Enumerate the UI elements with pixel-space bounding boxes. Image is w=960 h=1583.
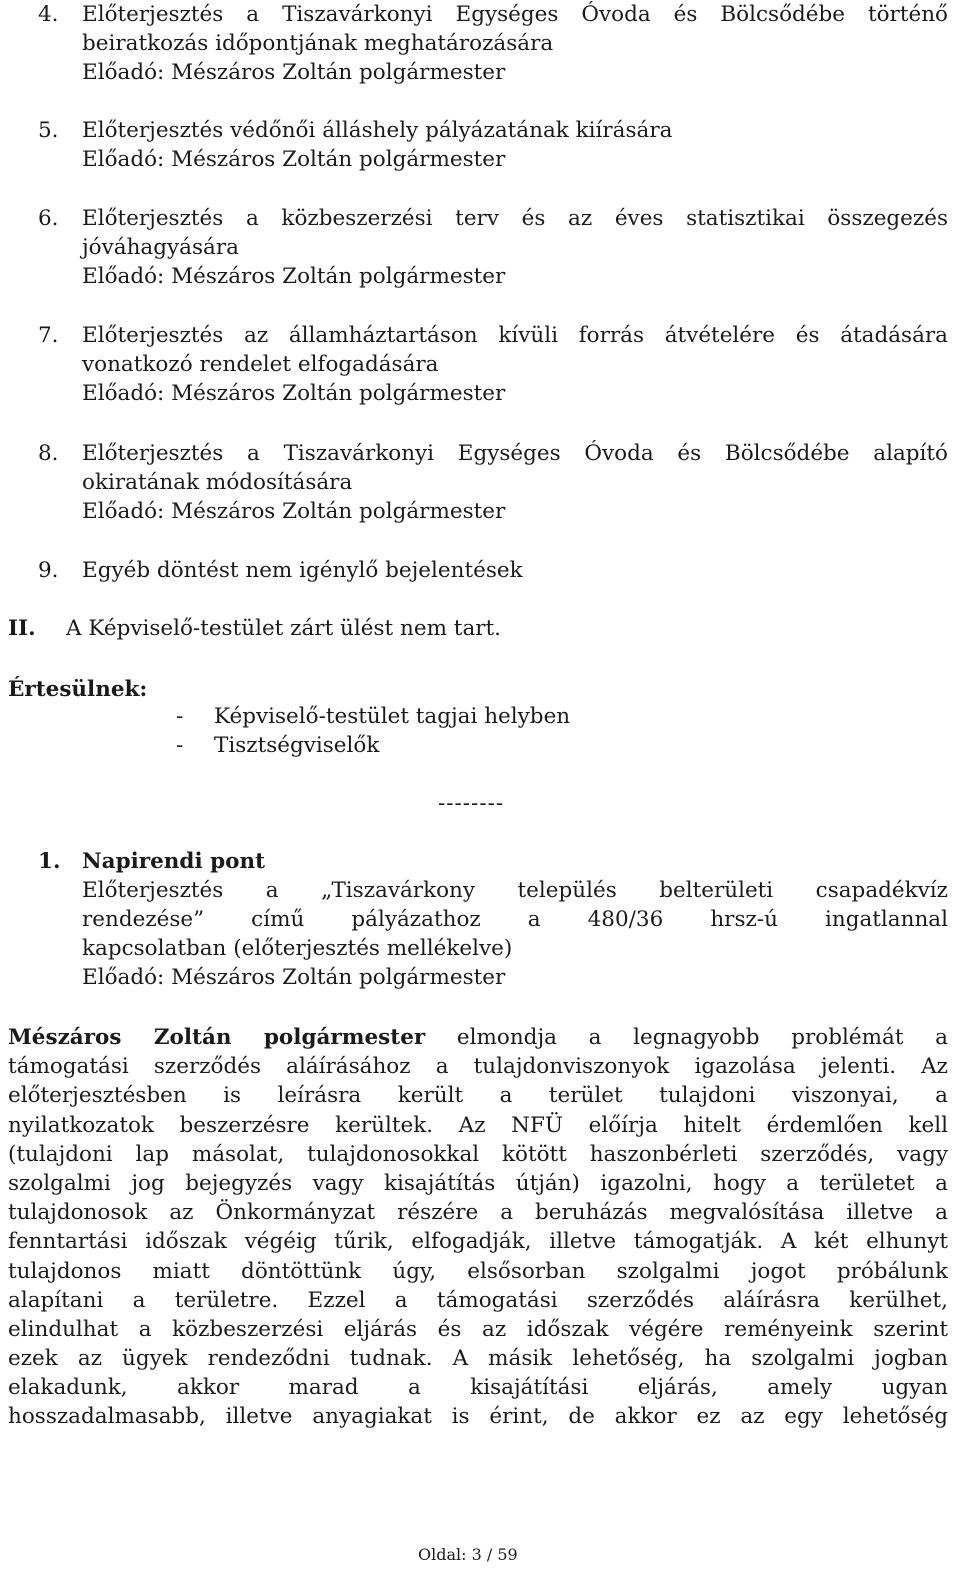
agenda-item-4 [38,0,948,87]
paragraph-line: tulajdonosok az Önkormányzat részére a beruházás megvalósítása illetve a [8,1200,948,1226]
agenda-item-text: Előterjesztés a Tiszavárkonyi Egységes Óvoda és Bölcsődébe alapító [82,441,948,466]
agenda-item-text: okiratának módosítására [82,470,353,495]
paragraph-line: alapítani a területre. Ezzel a támogatási szerződés aláírásra kerülhet, [8,1287,948,1313]
agenda-item-text: vonatkozó rendelet elfogadására [82,352,439,377]
agenda-item-5 [38,116,948,174]
napirendi-pont [38,847,948,992]
napirend-text: rendezése” című pályázathoz a 480/36 hrsz-ú ingatlannal [82,907,948,932]
napirend-title: Napirendi pont [82,849,266,874]
agenda-item-presenter: Előadó: Mészáros Zoltán polgármester [82,381,506,406]
agenda-item-text: Előterjesztés védőnői álláshely pályázatának kiírására [82,118,673,143]
paragraph-line: (tulajdoni lap másolat, tulajdonosokkal kötött haszonbérleti szerződés, vagy [8,1141,948,1167]
page-number: Oldal: 3 / 59 [418,1545,518,1564]
section-roman-numeral: II. [8,616,36,641]
notify-list-item-text: Képviselő-testület tagjai helyben [214,704,571,729]
napirend-presenter: Előadó: Mészáros Zoltán polgármester [82,965,506,990]
agenda-item-number: 9. [38,558,59,583]
agenda-item-presenter: Előadó: Mészáros Zoltán polgármester [82,147,506,172]
list-dash: - [176,733,184,758]
notify-list [176,702,570,760]
paragraph-line: ezek az ügyek rendeződni tudnak. A másik lehetőség, ha szolgalmi jogban [8,1346,948,1372]
agenda-item-7 [38,321,948,408]
paragraph-line: elakadunk, akkor marad a kisajátítási eljárás, amely ugyan [8,1375,948,1401]
paragraph-line: szolgalmi jog bejegyzés vagy kisajátítás útján) igazolni, hogy a területet a [8,1170,948,1196]
paragraph-line: nyilatkozatok beszerzésre kerültek. Az NFÜ előírja hitelt érdemlően kell [8,1112,948,1138]
section-ii [8,614,908,643]
paragraph-line: előterjesztésben is leírásra került a terület tulajdoni viszonyai, a [8,1083,948,1109]
agenda-item-text: Előterjesztés a Tiszavárkonyi Egységes Óvoda és Bölcsődébe történő [82,2,948,27]
agenda-item-presenter: Előadó: Mészáros Zoltán polgármester [82,264,506,289]
agenda-item-number: 5. [38,118,59,143]
agenda-item-text: beiratkozás időpontjának meghatározására [82,31,554,56]
separator: -------- [438,791,505,816]
agenda-item-number: 4. [38,2,59,27]
paragraph-line: tulajdonos miatt döntöttünk úgy, elsősorban szolgalmi jogot próbálunk [8,1258,948,1284]
paragraph-line: fenntartási időszak végéig tűrik, elfogadják, illetve támogatják. A két elhunyt [8,1229,948,1255]
paragraph-line: támogatási szerződés aláírásához a tulajdonviszonyok igazolása jelenti. Az [8,1054,948,1080]
agenda-item-text: Egyéb döntést nem igénylő bejelentések [82,558,523,583]
paragraph-first-line-rest: elmondja a legnagyobb problémát a [456,1025,948,1050]
notify-title: Értesülnek: [8,677,148,702]
napirend-text: kapcsolatban (előterjesztés mellékelve) [82,936,513,961]
paragraph-line: elindulhat a közbeszerzési eljárás és az időszak végére reményeink szerint [8,1316,948,1342]
napirend-text: Előterjesztés a „Tiszavárkony település belterületi csapadékvíz [82,878,948,903]
paragraph-line: hosszadalmasabb, illetve anyagiakat is érint, de akkor ez az egy lehetőség [8,1404,948,1430]
agenda-item-presenter: Előadó: Mészáros Zoltán polgármester [82,499,506,524]
agenda-item-text: jóváhagyására [82,235,239,260]
agenda-item-number: 8. [38,441,59,466]
notify-list-item-text: Tisztségviselők [214,733,380,758]
agenda-item-text: Előterjesztés az államháztartáson kívüli forrás átvételére és átadására [82,323,948,348]
agenda-item-number: 6. [38,206,59,231]
agenda-item-9 [38,556,948,585]
list-dash: - [176,704,184,729]
minutes-paragraph [8,1023,948,1432]
agenda-item-text: Előterjesztés a közbeszerzési terv és az éves statisztikai összegezés [82,206,948,231]
napirend-number: 1. [38,849,61,874]
paragraph-line [8,1023,948,1052]
agenda-item-number: 7. [38,323,59,348]
notify-list-item [176,702,570,731]
section-text: A Képviselő-testület zárt ülést nem tart. [66,616,502,641]
speaker-name: Mészáros Zoltán polgármester [8,1025,426,1050]
notify-list-item [176,731,570,760]
agenda-item-8 [38,439,948,526]
agenda-item-presenter: Előadó: Mészáros Zoltán polgármester [82,60,506,85]
agenda-item-6 [38,204,948,291]
